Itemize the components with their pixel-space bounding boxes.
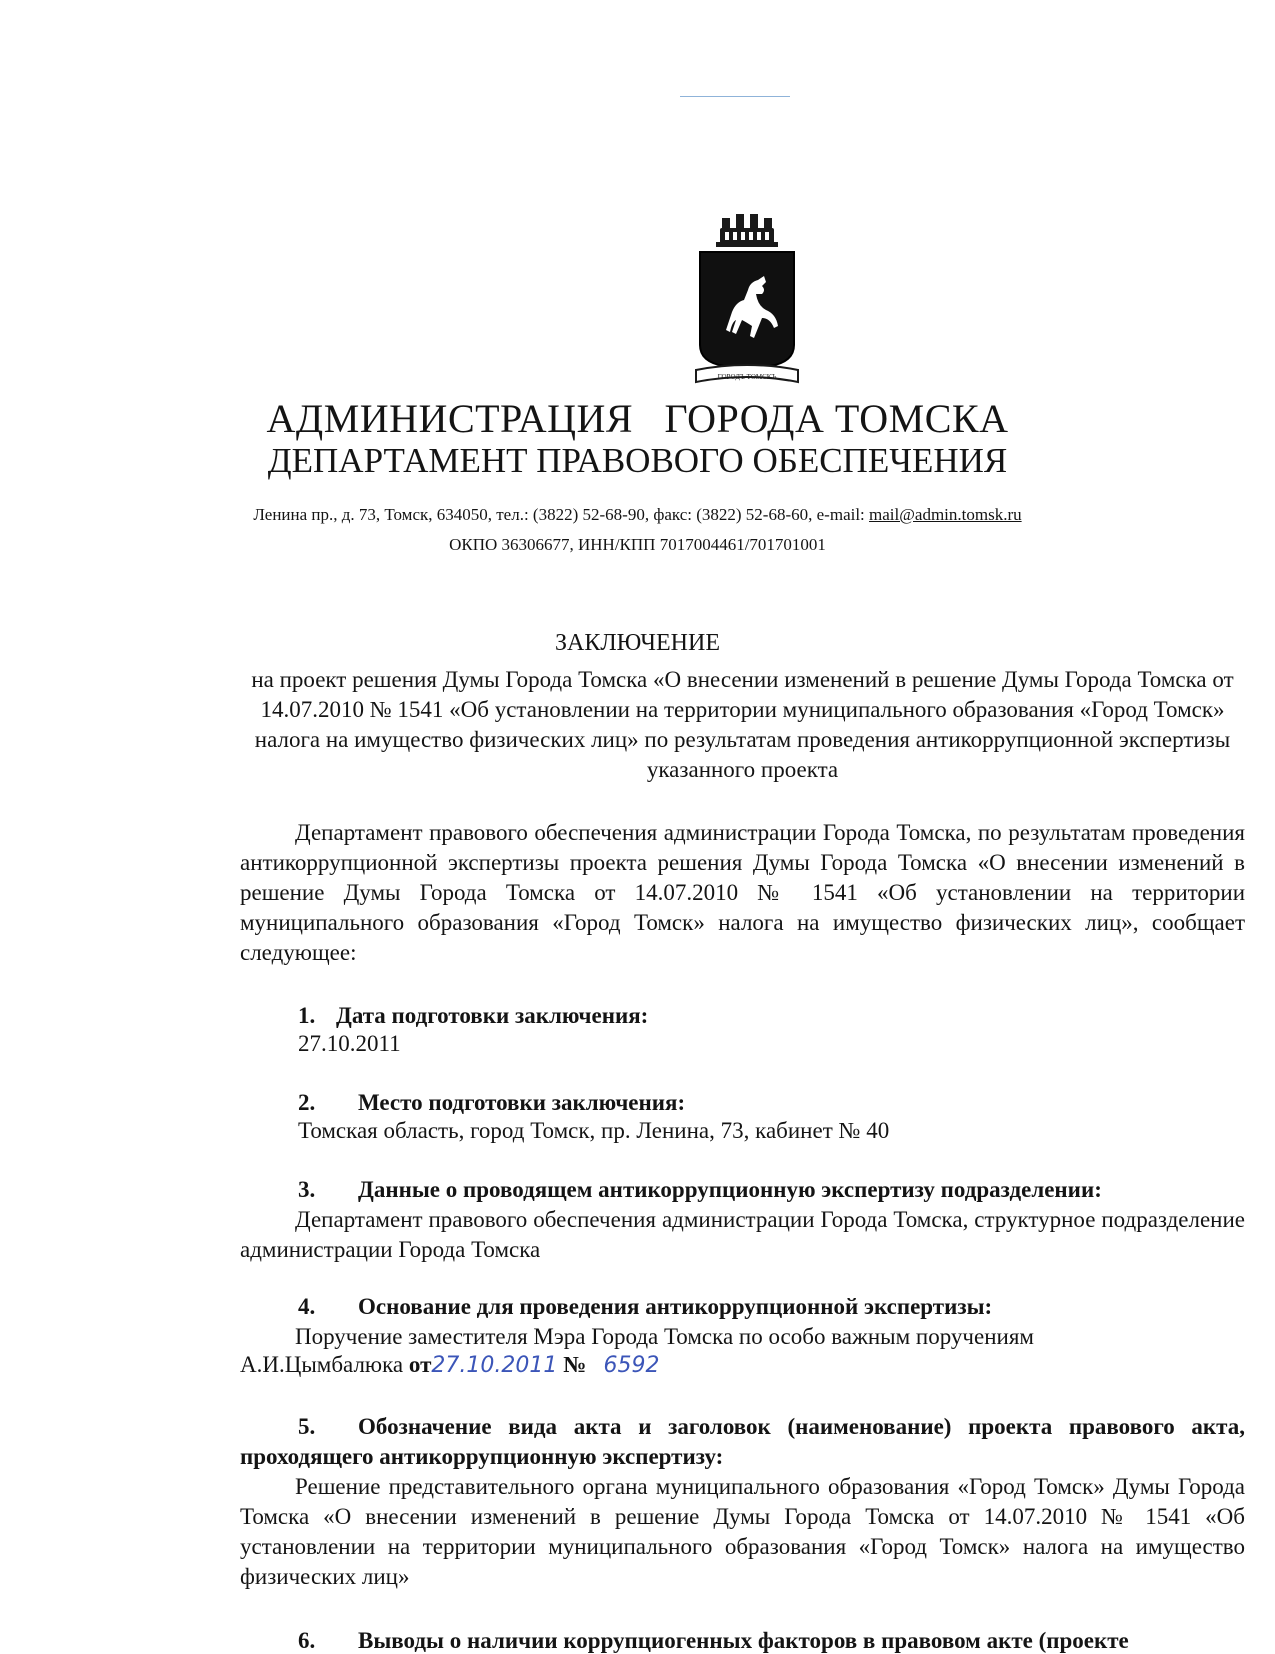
handwritten-number: 6592: [603, 1353, 660, 1378]
handwritten-date: 27.10.2011: [431, 1353, 558, 1378]
crest-motto: ГОРОДЪ ТОМСКЪ: [717, 373, 777, 381]
from-label: от: [408, 1352, 432, 1377]
section-1-heading: [298, 1003, 648, 1029]
intro-paragraph: Департамент правового обеспечения администрации Города Томска, по результатам проведения антикоррупционной экспертизы проекта решения Думы Города Томска «О внесении изменений в решение Думы Города Томска от 14.07.2010 № 1541 «Об установлении на территории муниципального образования «Город Томск» налога на имущество физических лиц», сообщает следующее:: [240, 820, 1245, 965]
okpo-inn: ОКПО 36306677, ИНН/КПП 7017004461/701701001: [449, 535, 826, 554]
section-4-heading: [298, 1294, 992, 1320]
section-5-heading: [240, 1412, 1245, 1472]
section-5-body: Решение представительного органа муниципального образования «Город Томск» Думы Города Томска «О внесении изменений в решение Думы Города Томска от 14.07.2010 № 1541 «Об установлении на территории муниципального образования «Город Томск» налога на имущество физических лиц»: [240, 1474, 1245, 1589]
section-number: 4.: [298, 1294, 316, 1319]
org-name: АДМИНИСТРАЦИЯ ГОРОДА ТОМСКА: [266, 396, 1009, 441]
address-text: Ленина пр., д. 73, Томск, 634050, тел.: (3822) 52-68-90, факс: (3822) 52-68-60, e-mail:: [253, 505, 870, 524]
section-number: 3.: [298, 1177, 316, 1202]
contact-address: [0, 505, 1275, 525]
section-title: Выводы о наличии коррупциогенных факторов в правовом акте (проекте: [358, 1628, 1129, 1653]
section-6-heading: [298, 1628, 1129, 1654]
document-title: ЗАКЛЮЧЕНИЕ: [555, 630, 720, 656]
section-title: Основание для проведения антикоррупционной экспертизы:: [358, 1294, 993, 1319]
section-number: 5.: [298, 1414, 316, 1439]
section-title: Дата подготовки заключения:: [336, 1003, 649, 1028]
number-label: №: [563, 1352, 587, 1377]
section-number: 2.: [298, 1090, 316, 1115]
section-4-body-line2: [240, 1352, 660, 1378]
section-3-body: Департамент правового обеспечения администрации Города Томска, структурное подразделение администрации Города Томска: [240, 1207, 1245, 1262]
section-1-body: 27.10.2011: [298, 1031, 401, 1056]
section-number: 1.: [298, 1003, 316, 1028]
section-number: 6.: [298, 1628, 316, 1653]
department-name: ДЕПАРТАМЕНТ ПРАВОВОГО ОБЕСПЕЧЕНИЯ: [267, 441, 1008, 480]
section-4-body-line1: Поручение заместителя Мэра Города Томска по особо важным поручениям: [295, 1324, 1034, 1349]
section-title: Место подготовки заключения:: [358, 1090, 686, 1115]
signer-name: А.И.Цымбалюка: [240, 1352, 409, 1377]
section-title: Обозначение вида акта и заголовок (наименование) проекта правового акта, проходящего антикоррупционную экспертизу:: [240, 1414, 1245, 1469]
section-3-heading: [298, 1177, 1102, 1203]
section-title: Данные о проводящем антикоррупционную экспертизу подразделении:: [358, 1177, 1102, 1202]
section-2-body: Томская область, город Томск, пр. Ленина, 73, кабинет № 40: [298, 1118, 890, 1143]
email-link[interactable]: mail@admin.tomsk.ru: [869, 505, 1022, 524]
tomsk-coat-of-arms-icon: [692, 210, 802, 395]
scan-artifact-line: [680, 96, 790, 97]
document-subject: на проект решения Думы Города Томска «О внесении изменений в решение Думы Города Томска от 14.07.2010 № 1541 «Об установлении на территории муниципального образования «Город Томск» налога на имущество физических лиц» по результатам проведения антикоррупционной экспертизы указанного проекта: [251, 667, 1234, 782]
section-2-heading: [298, 1090, 685, 1116]
